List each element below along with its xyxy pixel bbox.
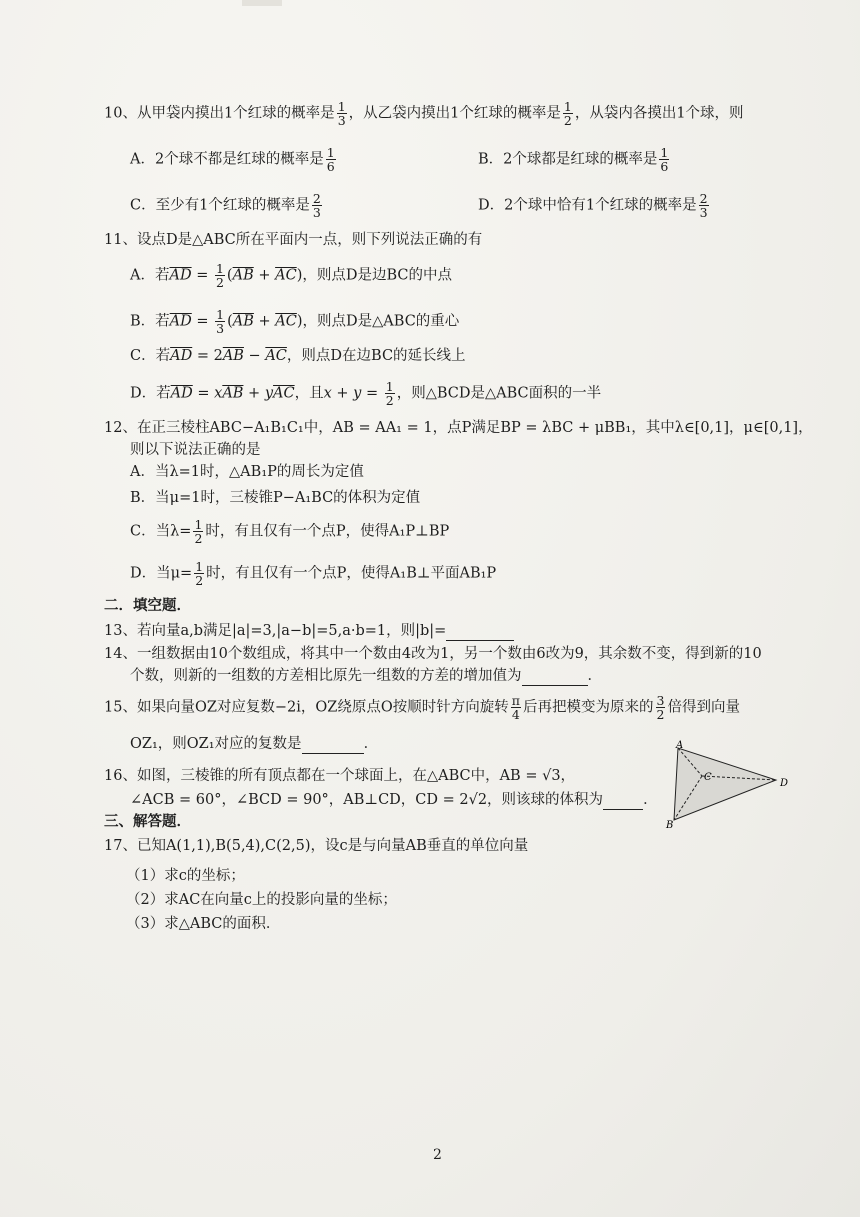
q17-part-2: （2）求AC在向量c上的投影向量的坐标； [126,892,397,908]
q10-option-b: B．2个球都是红球的概率是 $\frac{1}{6}$ [478,145,669,174]
q11-option-b: B．若$\overline{AD}$ = $\frac{1}{3}$ $(\overline{AB} + \overline{AC})$，则点D是△ABC的重心 [130,307,460,336]
q17-part-1: （1）求c的坐标； [126,868,245,884]
answer-blank [446,626,514,641]
q12-option-d: D．当μ= $\frac{1}{2}$ 时，有且仅有一个点P，使得A₁B⊥平面AB₁P [130,559,497,588]
q15-line-1: 15、如果向量OZ对应复数−2i，OZ绕原点O按顺时针方向旋转 $\frac{\pi}{4}$ 后再把模变为原来的 $\frac{3}{2}$ 倍得到向量 [104,693,740,722]
fraction: $\frac{1}{2}$ [563,99,572,128]
label-a: A [676,740,684,751]
q16-line-2: ∠ACB = 60°，∠BCD = 90°，AB⊥CD，CD = 2√2，则该球的体积为 ． [130,792,658,808]
q11-stem: 11、设点D是△ABC所在平面内一点，则下列说法正确的有 [104,232,483,248]
label-d: D [780,778,789,789]
q12-stem: 12、在正三棱柱ABC−A₁B₁C₁中，AB = AA₁ = 1，点P满足BP = λBC + μBB₁，其中λ∈[0,1]，μ∈[0,1]， [104,420,813,436]
scan-mark [242,0,282,6]
q15-line-2: OZ₁，则OZ₁对应的复数是 ． [130,736,379,752]
q12-option-a: A．当λ=1时，△AB₁P的周长为定值 [130,464,364,480]
q11-option-d: D．若$\overline{AD} = x\overline{AB} + y\overline{AC}$，且x + y = $\frac{1}{2}$ ，则△BCD是△ABC面积的一半 [130,379,602,408]
q12-stem-2: 则以下说法正确的是 [130,442,261,458]
label-c: C [704,772,712,783]
answer-blank [302,739,364,754]
q10-option-a: A．2个球不都是红球的概率是 $\frac{1}{6}$ [130,145,335,174]
answer-blank [603,795,643,810]
q10-option-c: C．至少有1个红球的概率是 $\frac{2}{3}$ [130,191,321,220]
q17-part-3: （3）求△ABC的面积． [126,916,281,932]
q11-option-c: C．若$\overline{AD} = 2\overline{AB} - \overline{AC}$，则点D在边BC的延长线上 [130,348,466,364]
q10-option-d: D．2个球中恰有1个红球的概率是 $\frac{2}{3}$ [478,191,708,220]
q12-option-b: B．当μ=1时，三棱锥P−A₁BC的体积为定值 [130,490,421,506]
q14-line-1: 14、一组数据由10个数组成，将其中一个数由4改为1，另一个数由6改为9，其余数不变，得到新的10 [104,646,762,662]
q17-stem: 17、已知A(1,1),B(5,4),C(2,5)，设c是与向量AB垂直的单位向量 [104,838,529,854]
q10-stem: 10、从甲袋内摸出1个红球的概率是 $\frac{1}{3}$ ，从乙袋内摸出1个红球的概率是 $\frac{1}{2}$ ，从袋内各摸出1个球，则 [104,99,744,128]
page-number: 2 [433,1147,442,1163]
q14-line-2: 个数，则新的一组数的方差相比原先一组数的方差的增加值为 ． [130,668,602,684]
answer-blank [522,671,588,686]
label-b: B [666,820,674,831]
section-fill-in: 二．填空题． [104,597,191,614]
q16-line-1: 16、如图，三棱锥的所有顶点都在一个球面上，在△ABC中，AB = √3， [104,768,576,784]
pyramid-figure [664,740,804,832]
q12-option-c: C．当λ= $\frac{1}{2}$ 时，有且仅有一个点P，使得A₁P⊥BP [130,517,450,546]
section-answers: 三、解答题． [104,813,191,830]
q11-option-a: A．若$\overline{AD}$ = $\frac{1}{2}$ $(\overline{AB} + \overline{AC})$，则点D是边BC的中点 [130,261,453,290]
fraction: $\frac{1}{3}$ [337,99,346,128]
q13: 13、若向量a,b满足|a|=3,|a−b|=5,a·b=1，则|b|= [104,621,514,641]
